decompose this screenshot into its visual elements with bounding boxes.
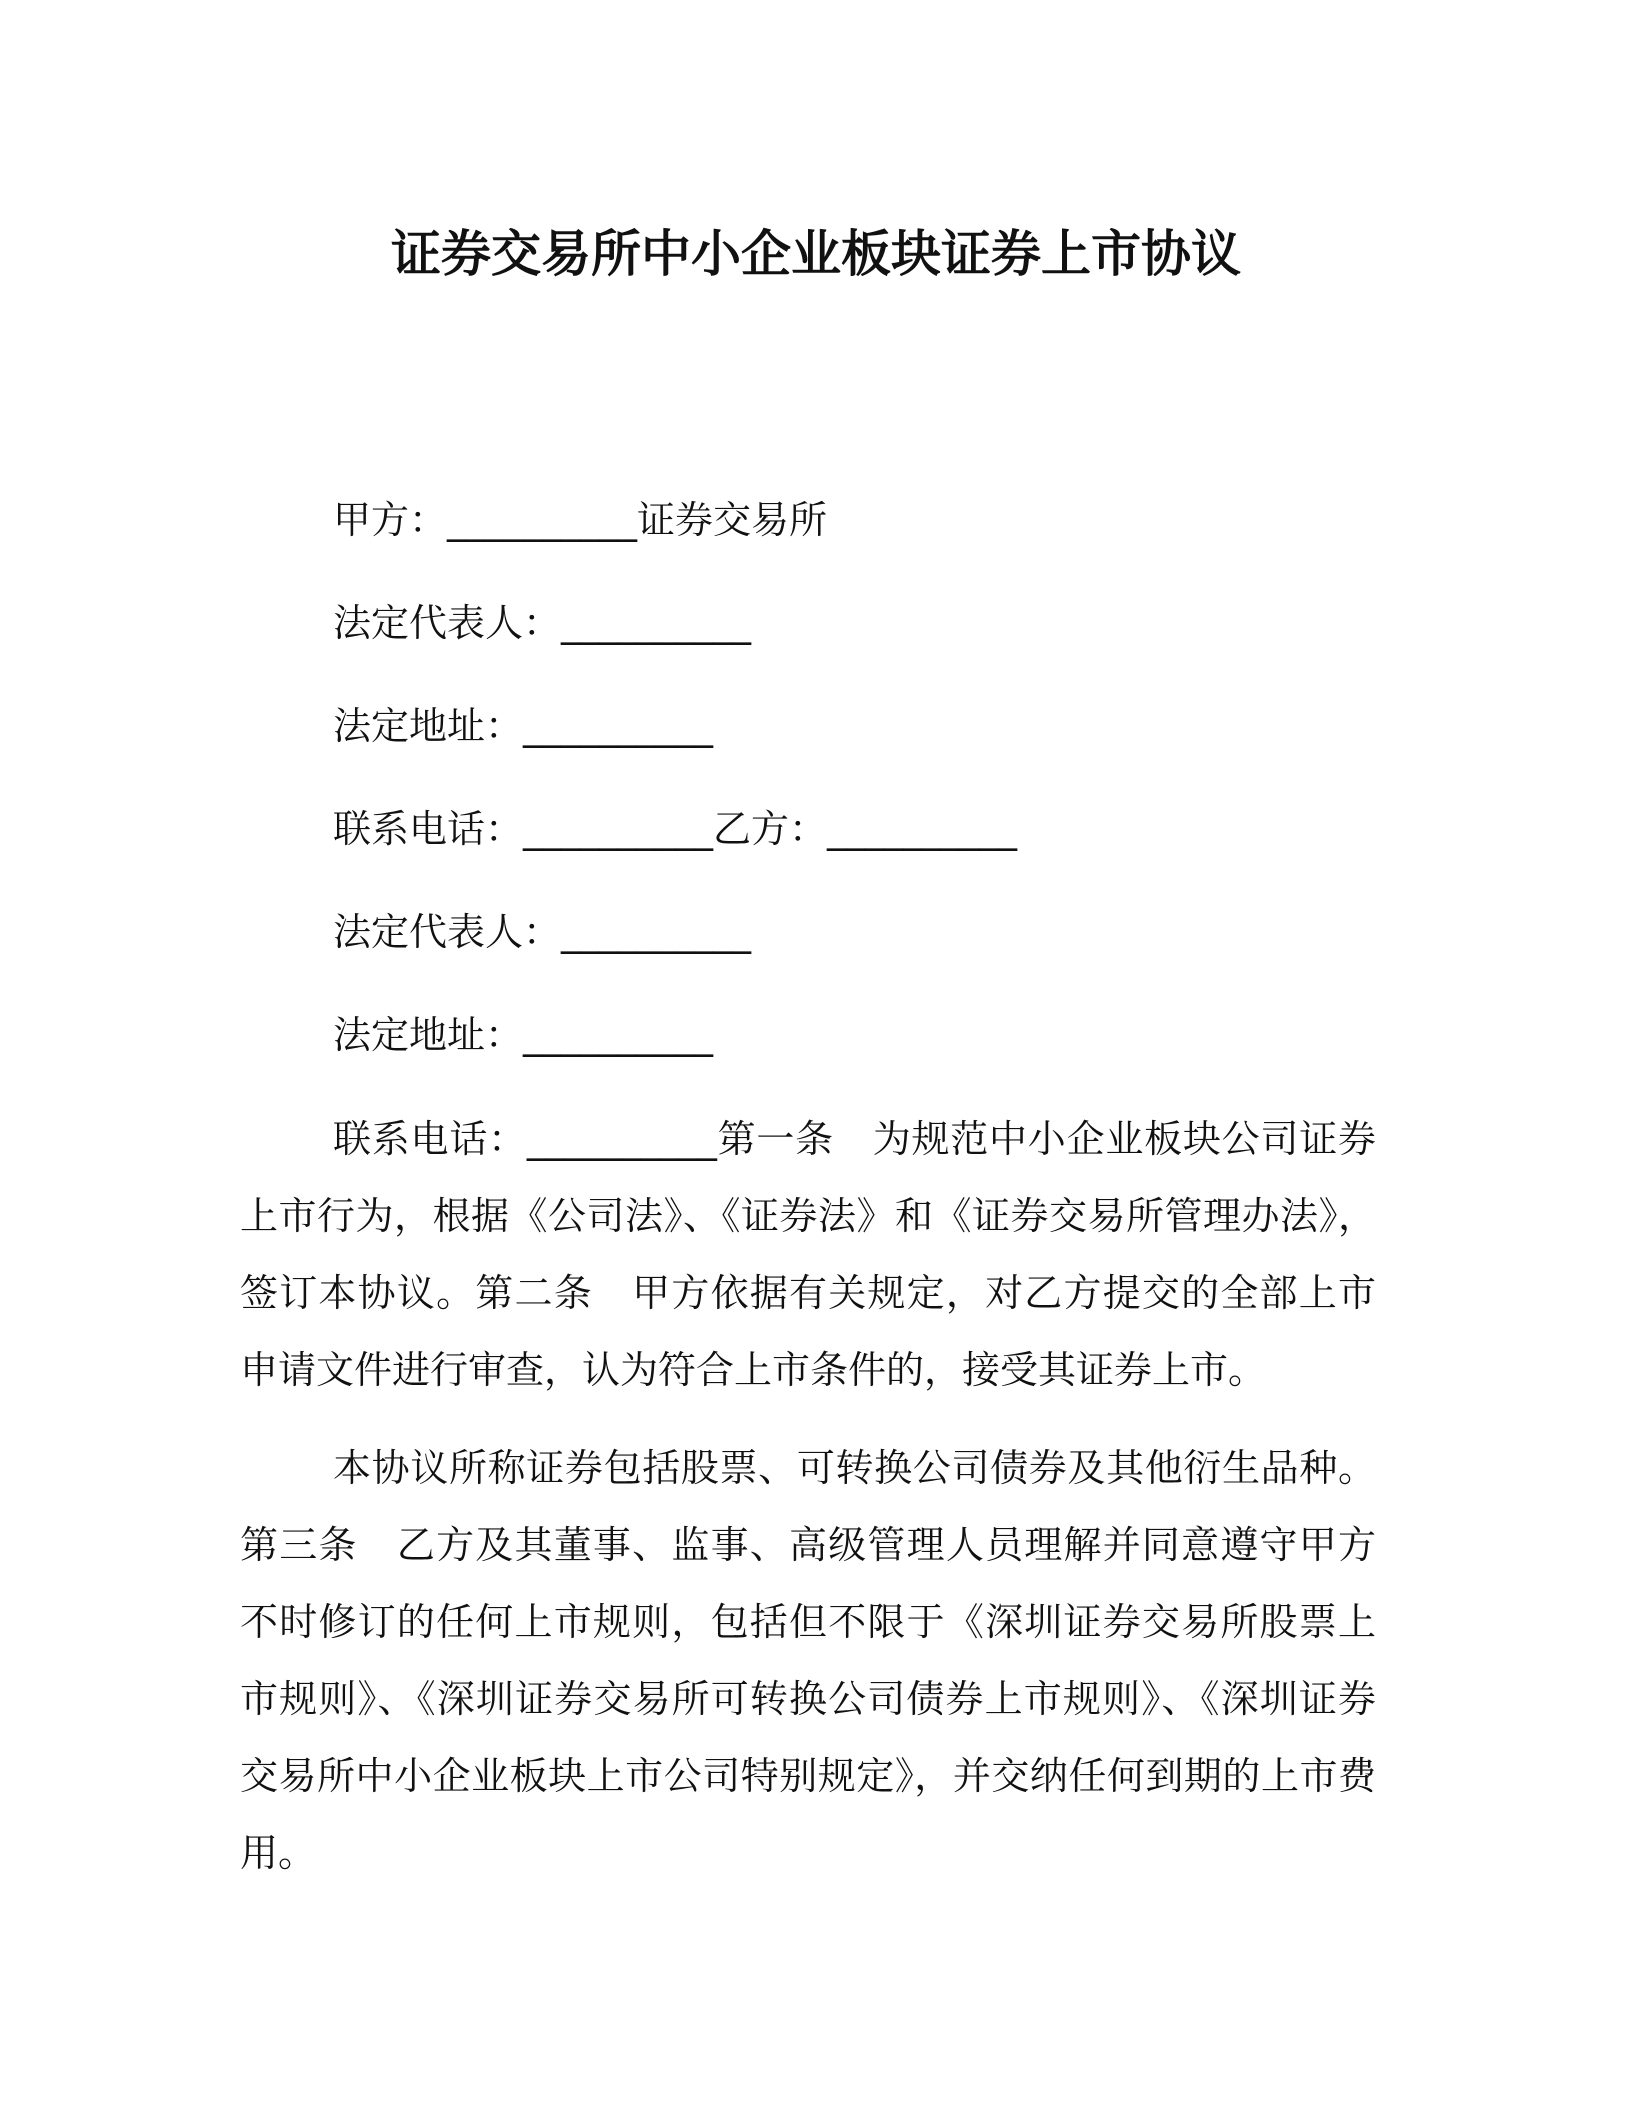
party-a-legal-rep-field: 法定代表人：__________	[333, 601, 752, 645]
agreement-paragraph-2: 本协议所称证券包括股票、可转换公司债券及其他衍生品种。第三条 乙方及其董事、监事、高级管理人员理解并同意遵守甲方不时修订的任何上市规则，包括但不限于《深圳证券交易所股票上市规则》、《深圳证券交易所可转换公司债券上市规则》、《深圳证券交易所中小企业板块上市公司特别规定》，并交纳任何到期的上市费用。	[240, 1446, 1376, 1875]
party-a-phone-party-b-field: 联系电话：__________乙方：__________	[333, 807, 1018, 851]
party-a-address-field: 法定地址：__________	[333, 704, 714, 748]
party-b-address-field: 法定地址：__________	[333, 1013, 714, 1057]
party-a-field: 甲方：__________证券交易所	[333, 498, 828, 542]
party-b-legal-rep-field: 法定代表人：__________	[333, 910, 752, 954]
agreement-paragraph-1: 联系电话：__________第一条 为规范中小企业板块公司证券上市行为，根据《公司法》、《证券法》和《证券交易所管理办法》，签订本协议。第二条 甲方依据有关规定，对乙方提交的全部上市申请文件进行审查，认为符合上市条件的，接受其证券上市。	[240, 1117, 1376, 1392]
document-title: 证券交易所中小企业板块证券上市协议	[391, 225, 1241, 283]
